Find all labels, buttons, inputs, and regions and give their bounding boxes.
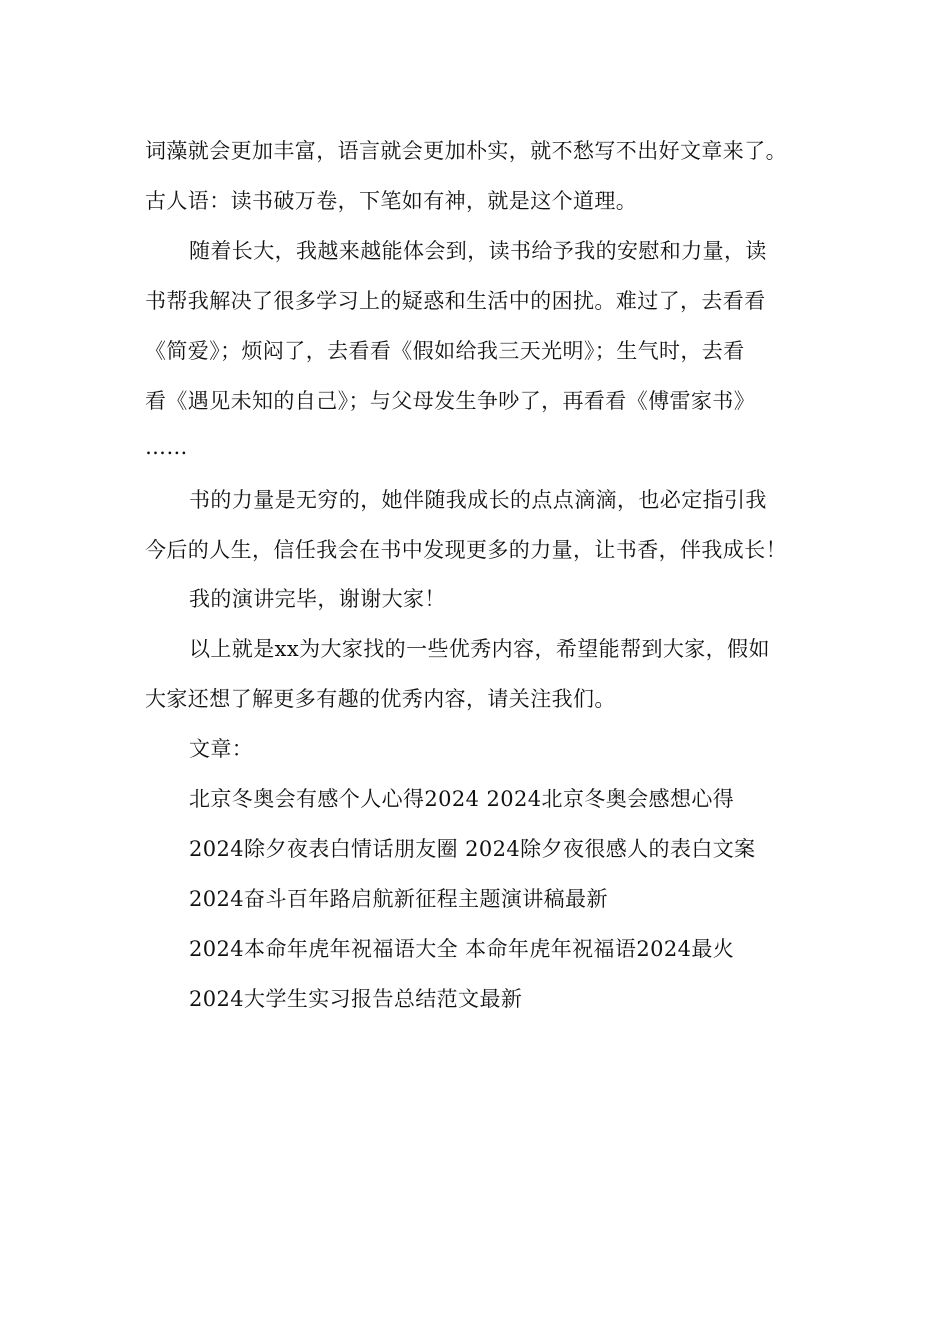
paragraph-line: 以上就是xx为大家找的一些优秀内容，希望能帮到大家，假如 xyxy=(189,637,770,661)
paragraph-line: 随着长大，我越来越能体会到，读书给予我的安慰和力量，读 xyxy=(189,239,767,263)
paragraph-line: 看《遇见未知的自己》；与父母发生争吵了，再看看《傅雷家书》 xyxy=(145,389,756,413)
article-link[interactable]: 2024大学生实习报告总结范文最新 xyxy=(189,987,523,1011)
paragraph-line: …… xyxy=(145,435,188,459)
paragraph-line: 古人语：读书破万卷，下笔如有神，就是这个道理。 xyxy=(145,189,638,213)
article-link[interactable]: 2024奋斗百年路启航新征程主题演讲稿最新 xyxy=(189,887,608,911)
articles-heading: 文章： xyxy=(189,737,254,761)
paragraph-line: 词藻就会更加丰富，语言就会更加朴实，就不愁写不出好文章来了。 xyxy=(145,139,787,163)
article-link[interactable]: 北京冬奥会有感个人心得2024 2024北京冬奥会感想心得 xyxy=(189,787,735,811)
paragraph-line: 我的演讲完毕，谢谢大家！ xyxy=(189,587,446,611)
article-link[interactable]: 2024本命年虎年祝福语大全 本命年虎年祝福语2024最火 xyxy=(189,937,735,961)
paragraph-line: 今后的人生，信任我会在书中发现更多的力量，让书香，伴我成长！ xyxy=(145,538,787,562)
article-link[interactable]: 2024除夕夜表白情话朋友圈 2024除夕夜很感人的表白文案 xyxy=(189,837,756,861)
paragraph-line: 大家还想了解更多有趣的优秀内容，请关注我们。 xyxy=(145,687,616,711)
paragraph-line: 书的力量是无穷的，她伴随我成长的点点滴滴，也必定指引我 xyxy=(189,488,767,512)
paragraph-line: 书帮我解决了很多学习上的疑惑和生活中的困扰。难过了，去看看 xyxy=(145,289,766,313)
paragraph-line: 《简爱》；烦闷了，去看看《假如给我三天光明》；生气时，去看 xyxy=(145,339,745,363)
